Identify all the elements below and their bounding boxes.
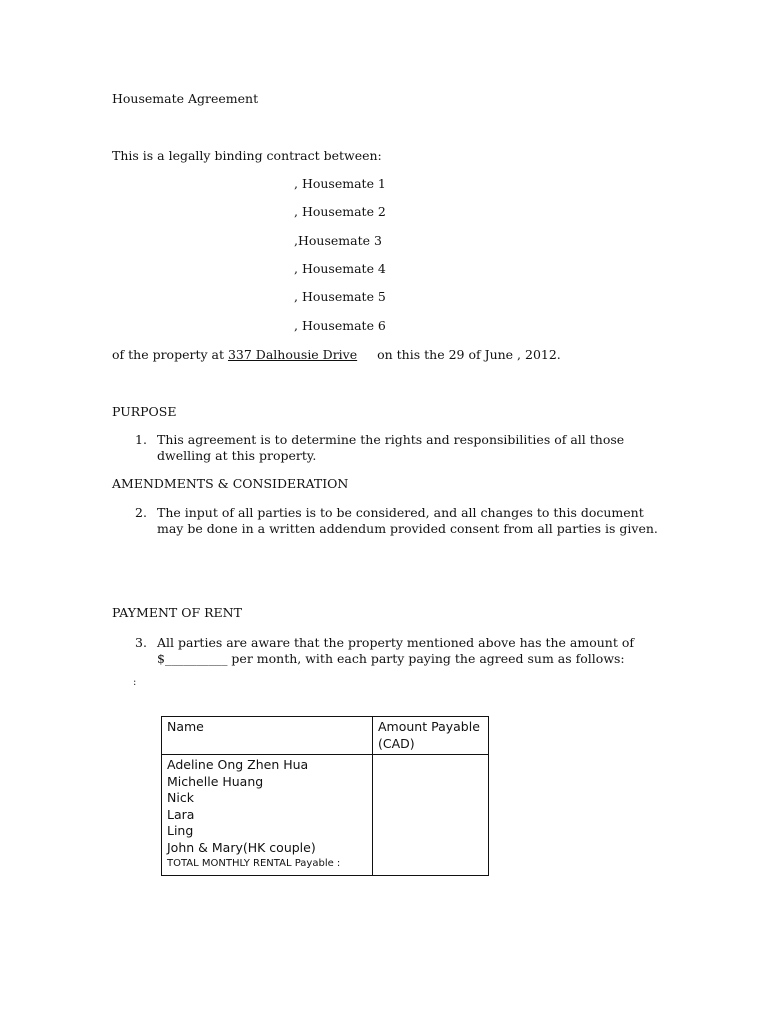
clause-text-cont: dwelling at this property. bbox=[157, 448, 317, 463]
rent-table bbox=[161, 716, 489, 876]
clause-number: 3. bbox=[135, 635, 147, 650]
list-item: Lara bbox=[167, 806, 195, 822]
amendments-clause bbox=[135, 505, 658, 537]
property-prefix: of the property at bbox=[112, 347, 224, 362]
purpose-clause bbox=[135, 432, 624, 464]
clause-number: 1. bbox=[135, 432, 147, 447]
property-date: on this the 29 of June , 2012. bbox=[377, 347, 561, 362]
housemate-line-3: ,Housemate 3 bbox=[294, 233, 382, 248]
property-address: 337 Dalhousie Drive bbox=[227, 347, 358, 362]
table-row bbox=[162, 755, 489, 876]
names-cell bbox=[162, 755, 373, 876]
payment-heading: PAYMENT OF RENT bbox=[112, 605, 242, 620]
housemate-line-1: , Housemate 1 bbox=[294, 176, 386, 191]
list-item: John & Mary(HK couple) bbox=[167, 839, 316, 855]
total-label: TOTAL MONTHLY RENTAL Payable : bbox=[167, 858, 341, 869]
header-amount: Amount Payable (CAD) bbox=[373, 717, 489, 755]
clause-text: All parties are aware that the property mentioned above has the amount of bbox=[157, 635, 634, 650]
housemate-line-2: , Housemate 2 bbox=[294, 204, 386, 219]
housemate-line-5: , Housemate 5 bbox=[294, 289, 386, 304]
list-item: Michelle Huang bbox=[167, 773, 264, 789]
payment-clause bbox=[135, 635, 634, 667]
clause-text-cont: may be done in a written addendum provided consent from all parties is given. bbox=[157, 521, 658, 536]
intro-text: This is a legally binding contract between: bbox=[112, 148, 382, 163]
property-line bbox=[112, 347, 561, 362]
clause-text-cont: $__________ per month, with each party paying the agreed sum as follows: bbox=[157, 651, 625, 666]
header-name: Name bbox=[162, 717, 373, 755]
document-title: Housemate Agreement bbox=[112, 91, 259, 106]
list-item: Ling bbox=[167, 823, 194, 838]
amounts-cell bbox=[373, 755, 489, 876]
amendments-heading: AMENDMENTS & CONSIDERATION bbox=[112, 476, 349, 491]
table-header-row bbox=[162, 717, 489, 755]
stray-mark: : bbox=[133, 677, 137, 688]
clause-number: 2. bbox=[135, 505, 147, 520]
list-item: Adeline Ong Zhen Hua bbox=[167, 757, 309, 772]
clause-text: The input of all parties is to be considered, and all changes to this document bbox=[157, 505, 644, 520]
clause-text: This agreement is to determine the rights and responsibilities of all those bbox=[157, 432, 625, 447]
housemate-line-4: , Housemate 4 bbox=[294, 261, 386, 276]
purpose-heading: PURPOSE bbox=[112, 404, 177, 419]
list-item: Nick bbox=[167, 790, 194, 805]
housemate-line-6: , Housemate 6 bbox=[294, 318, 386, 333]
